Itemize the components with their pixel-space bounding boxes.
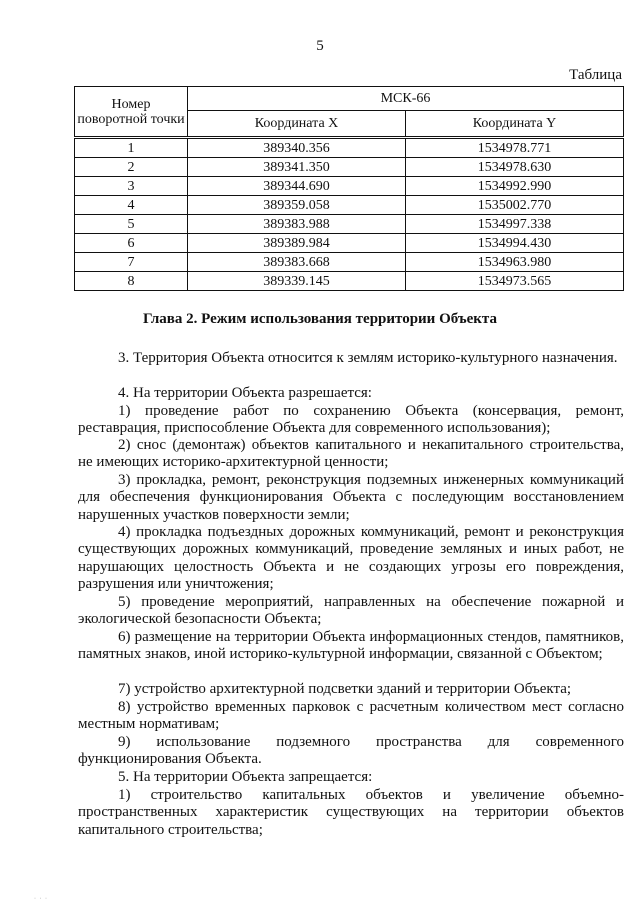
cell-coordinate-x: 389339.145: [188, 272, 406, 291]
scan-corner-marks: · · ·: [34, 896, 48, 902]
paragraph-text: 2) снос (демонтаж) объектов капитального и некапитального строительства, не имеющих историко-архитектурной ценности;: [78, 437, 624, 471]
table-row: [75, 196, 624, 215]
list-item-4-7: [78, 681, 624, 698]
cell-coordinate-y: 1534992.990: [406, 177, 624, 196]
coordinates-table: [74, 86, 624, 291]
cell-point-number: 4: [75, 196, 188, 215]
cell-coordinate-y: 1534963.980: [406, 253, 624, 272]
cell-point-number: 2: [75, 158, 188, 177]
cell-coordinate-y: 1534994.430: [406, 234, 624, 253]
table-row: [75, 253, 624, 272]
chapter-title: Глава 2. Режим использования территории Объекта: [143, 311, 497, 327]
cell-point-number: 3: [75, 177, 188, 196]
table-row: [75, 234, 624, 253]
table-row: [75, 177, 624, 196]
cell-coordinate-y: 1535002.770: [406, 196, 624, 215]
list-item-5-1: [78, 787, 624, 839]
paragraph-text: 1) проведение работ по сохранению Объекта (консервация, ремонт, реставрация, приспособление Объекта для современного использования);: [78, 403, 624, 437]
paragraph-text: 4) прокладка подъездных дорожных коммуникаций, ремонт и реконструкция существующих дорожных коммуникаций, проведение земляных и иных работ, не нарушающих целостность Объекта и не создающих угрозы его повреждения, разрушения или уничтожения;: [78, 524, 624, 592]
cell-point-number: 1: [75, 138, 188, 158]
cell-coordinate-x: 389389.984: [188, 234, 406, 253]
header-coordinate-x: Координата X: [188, 111, 406, 138]
list-item-4-2: [78, 437, 624, 472]
paragraph-text: 4. На территории Объекта разрешается:: [118, 385, 372, 401]
cell-point-number: 7: [75, 253, 188, 272]
paragraph-text: 6) размещение на территории Объекта информационных стендов, памятников, памятных знаков, иной историко-культурной информации, связанной с Объектом;: [78, 629, 624, 663]
paragraph-text: 3) прокладка, ремонт, реконструкция подземных инженерных коммуникаций для обеспечения функционирования Объекта с последующим восстановлением нарушенных участков поверхности земли;: [78, 472, 624, 523]
paragraph-text: 7) устройство архитектурной подсветки зданий и территории Объекта;: [118, 681, 572, 697]
cell-point-number: 5: [75, 215, 188, 234]
cell-coordinate-y: 1534997.338: [406, 215, 624, 234]
table-row: [75, 272, 624, 291]
paragraph-text: 8) устройство временных парковок с расчетным количеством мест согласно местным нормативам;: [78, 699, 624, 733]
table-row: [75, 215, 624, 234]
list-item-4-5: [78, 594, 624, 629]
cell-coordinate-x: 389341.350: [188, 158, 406, 177]
paragraph-text: 5. На территории Объекта запрещается:: [118, 769, 373, 785]
table-row: [75, 138, 624, 158]
cell-coordinate-x: 389340.356: [188, 138, 406, 158]
paragraph-text: 1) строительство капитальных объектов и увеличение объемно-пространственных характеристик существующих на территории объектов капитального строительства;: [78, 787, 624, 838]
cell-coordinate-x: 389383.668: [188, 253, 406, 272]
paragraph-5: [78, 769, 624, 786]
cell-coordinate-y: 1534978.630: [406, 158, 624, 177]
list-item-4-1: [78, 403, 624, 438]
cell-coordinate-x: 389383.988: [188, 215, 406, 234]
table-row: [75, 158, 624, 177]
paragraph-4: [78, 385, 624, 402]
paragraph-text: 5) проведение мероприятий, направленных на обеспечение пожарной и экологической безопасности Объекта;: [78, 594, 624, 628]
list-item-4-3: [78, 472, 624, 524]
header-point-number: Номер поворотной точки: [75, 87, 188, 138]
header-coordinate-system: МСК-66: [188, 87, 624, 111]
cell-point-number: 8: [75, 272, 188, 291]
cell-coordinate-y: 1534973.565: [406, 272, 624, 291]
list-item-4-9: [78, 734, 624, 769]
cell-coordinate-x: 389344.690: [188, 177, 406, 196]
list-item-4-4: [78, 524, 624, 593]
cell-point-number: 6: [75, 234, 188, 253]
table-caption: Таблица: [569, 67, 622, 83]
header-coordinate-y: Координата Y: [406, 111, 624, 138]
list-item-4-8: [78, 699, 624, 734]
paragraph-text: 9) использование подземного пространства для современного функционирования Объекта.: [78, 734, 624, 768]
paragraph-3: [78, 350, 624, 367]
paragraph-text: 3. Территория Объекта относится к землям историко-культурного назначения.: [118, 350, 618, 366]
page-number: 5: [316, 38, 324, 54]
cell-coordinate-x: 389359.058: [188, 196, 406, 215]
list-item-4-6: [78, 629, 624, 664]
cell-coordinate-y: 1534978.771: [406, 138, 624, 158]
